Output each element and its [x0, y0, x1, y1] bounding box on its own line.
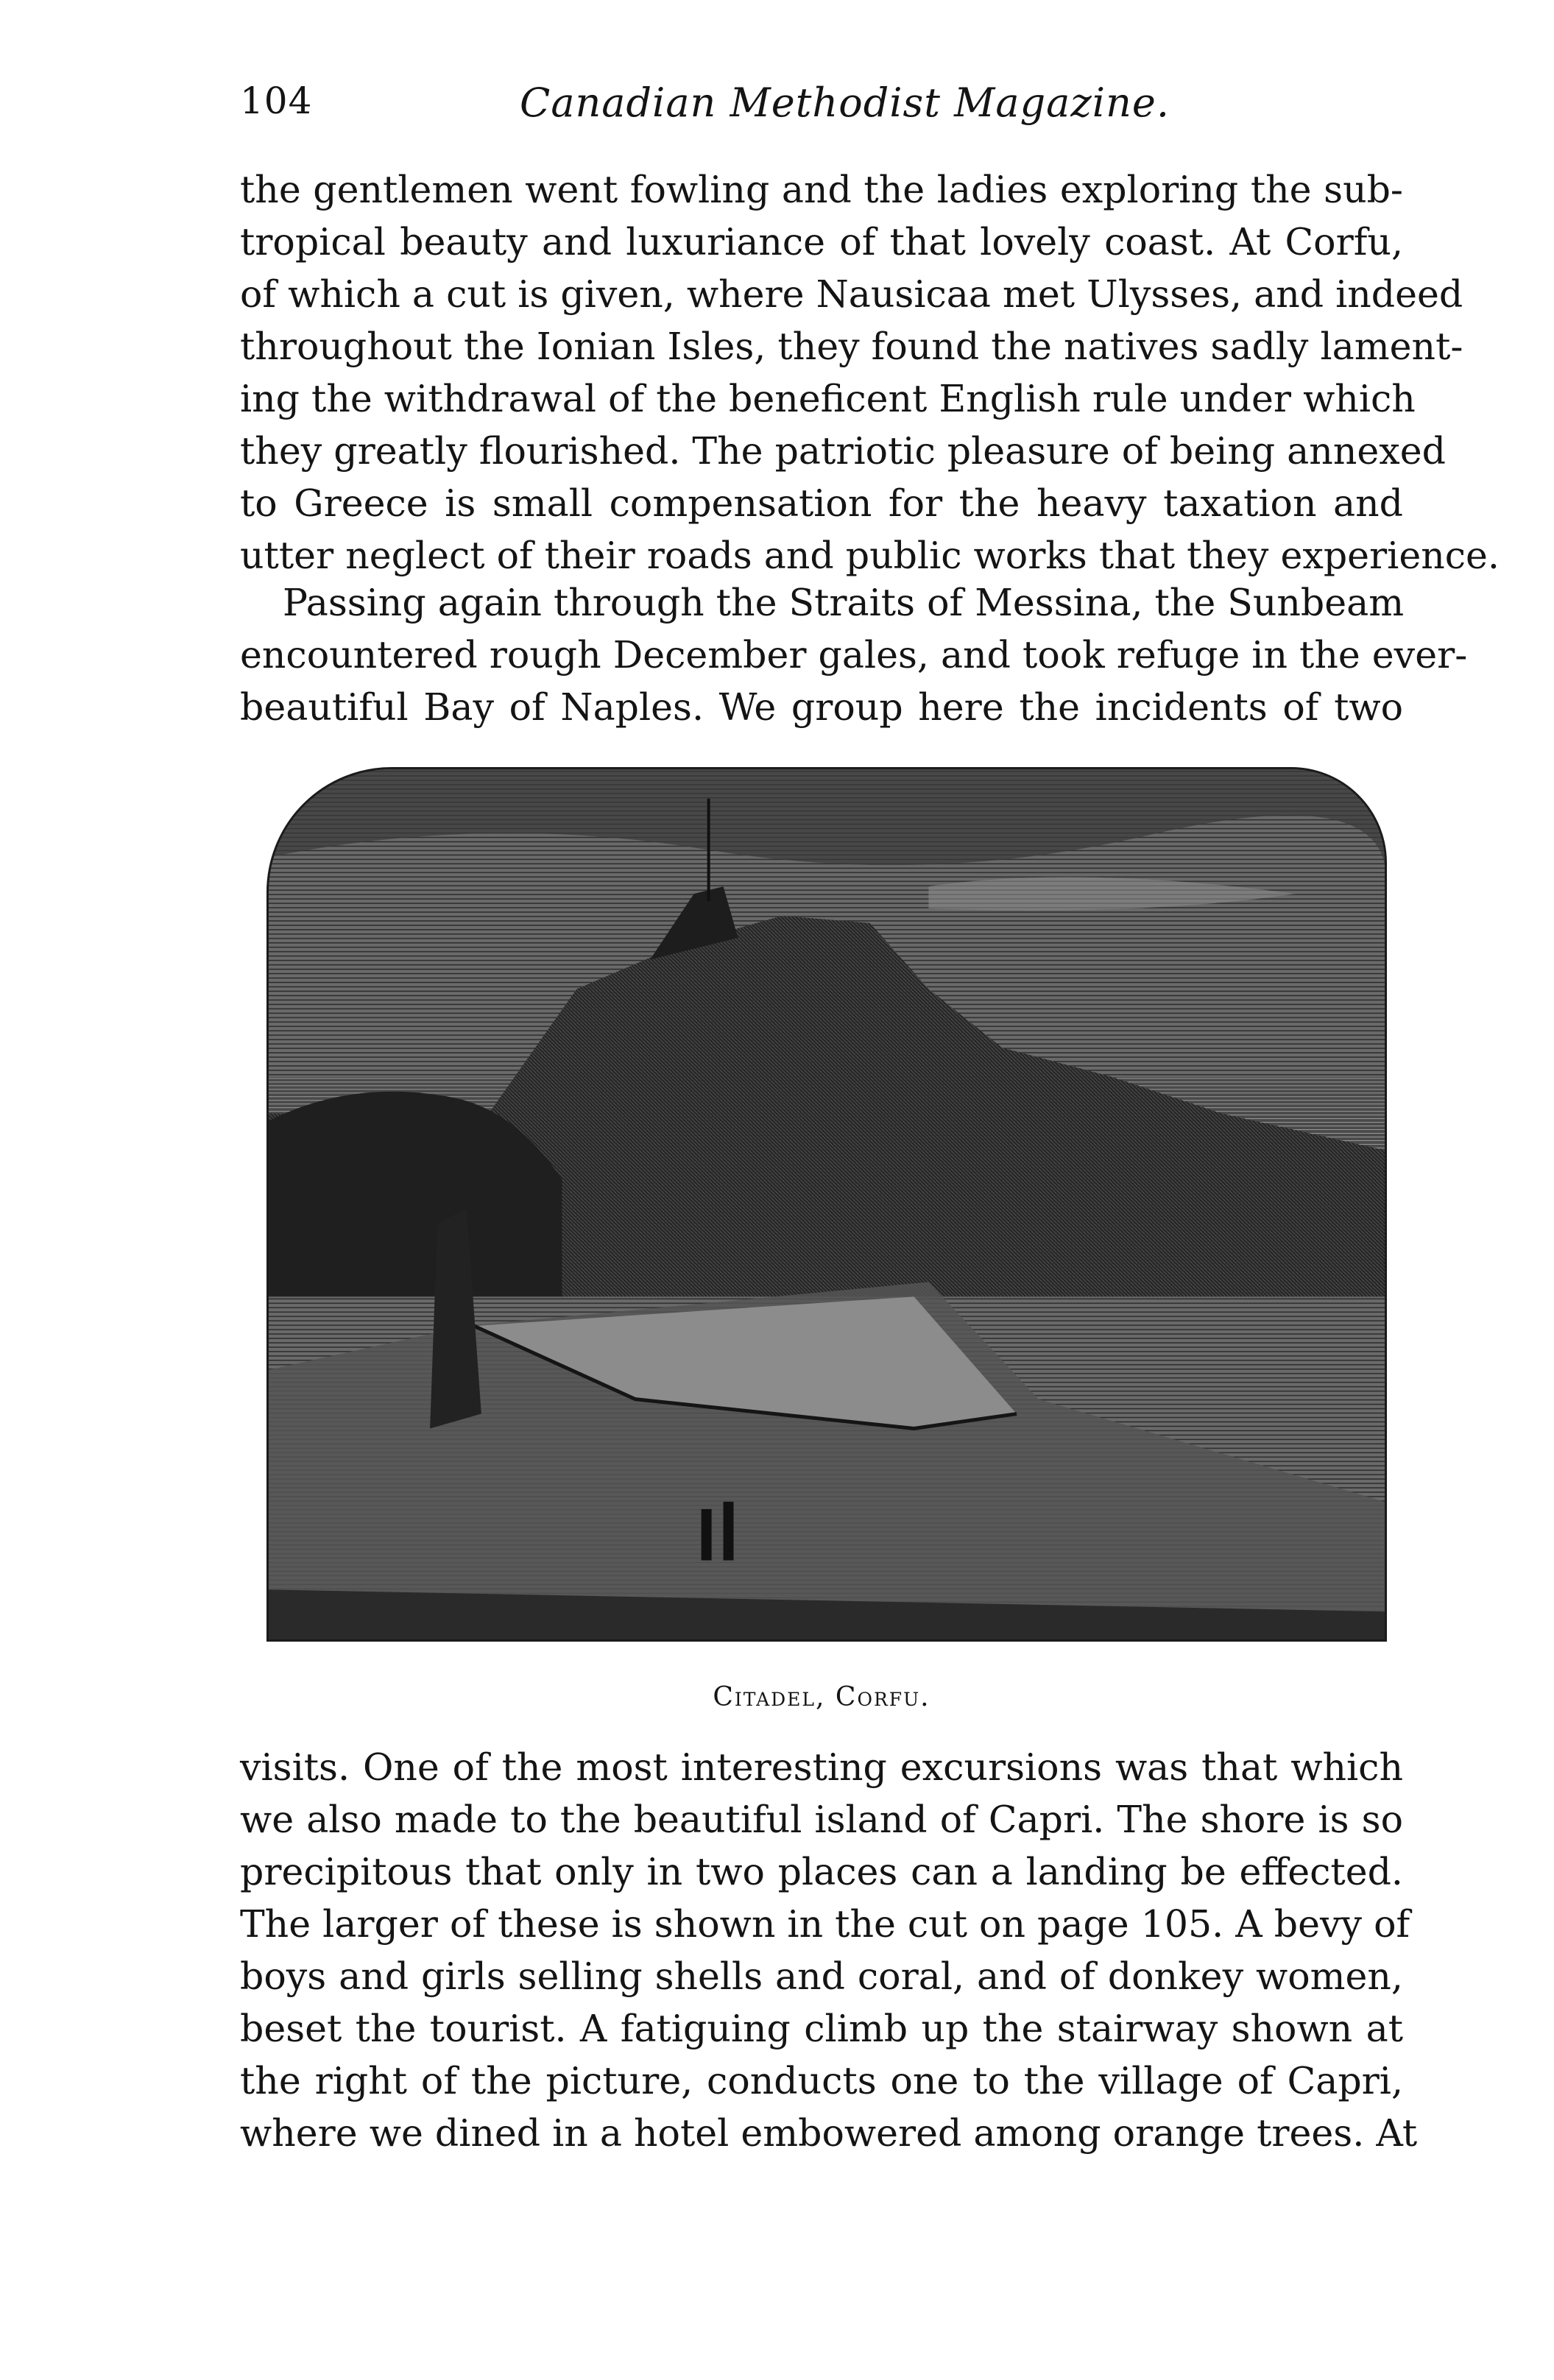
paragraph-2 [240, 576, 1468, 733]
paragraph-3 [240, 1741, 1418, 2159]
text-line: where we dined in a hotel embowered among orange trees. At [240, 2111, 1418, 2155]
text-line: The larger of these is shown in the cut on page 105. A bevy of [240, 1902, 1410, 1946]
running-title: Canadian Methodist Magazine. [520, 80, 1170, 126]
text-line: encountered rough December gales, and took refuge in the ever- [240, 633, 1468, 677]
text-line: precipitous that only in two places can a landing be effected. [240, 1850, 1403, 1893]
text-line: throughout the Ionian Isles, they found the natives sadly lament- [240, 325, 1463, 368]
page-number: 104 [240, 80, 313, 122]
text-line: boys and girls selling shells and coral, and of donkey women, [240, 1955, 1403, 1998]
text-line: the gentlemen went fowling and the ladies exploring the sub- [240, 168, 1403, 211]
text-line: visits. One of the most interesting excursions was that which [240, 1745, 1403, 1789]
text-line: Passing again through the Straits of Messina, the Sunbeam [283, 581, 1405, 624]
text-line: beautiful Bay of Naples. We group here the incidents of two [240, 685, 1403, 729]
figure-caption: Citadel, Corfu. [713, 1682, 930, 1712]
engraving-citadel-corfu [266, 767, 1387, 1642]
engraving-illustration [269, 769, 1385, 1639]
running-header [240, 80, 1403, 138]
text-line: beset the tourist. A fatiguing climb up the stairway shown at [240, 2007, 1403, 2050]
paragraph-1 [240, 163, 1500, 582]
text-line: utter neglect of their roads and public works that they experience. [240, 534, 1500, 577]
text-line: to Greece is small compensation for the heavy taxation and [240, 481, 1403, 525]
text-line: tropical beauty and luxuriance of that lovely coast. At Corfu, [240, 220, 1403, 264]
text-line: we also made to the beautiful island of Capri. The shore is so [240, 1798, 1403, 1841]
text-line: ing the withdrawal of the beneficent English rule under which [240, 377, 1416, 420]
text-line: of which a cut is given, where Nausicaa met Ulysses, and indeed [240, 272, 1463, 316]
text-line: the right of the picture, conducts one to the village of Capri, [240, 2059, 1403, 2102]
text-line: they greatly flourished. The patriotic pleasure of being annexed [240, 429, 1446, 473]
